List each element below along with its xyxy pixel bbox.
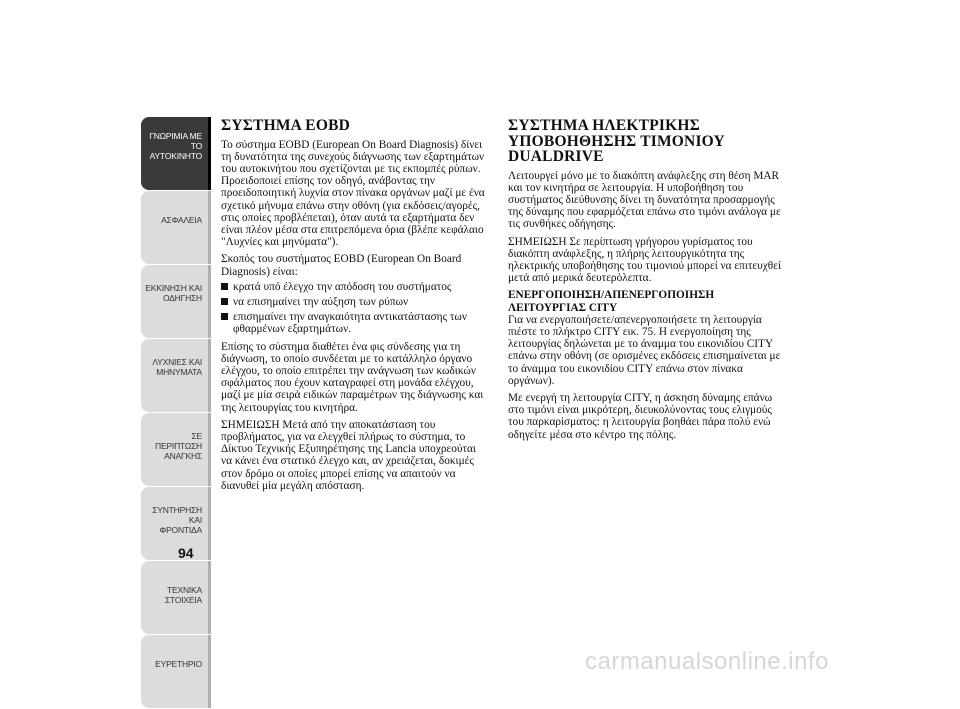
- note-paragraph: ΣΗΜΕΙΩΣΗ Σε περίπτωση γρήγορου γυρίσματος του διακόπτη ανάφλεξης, η πλήρης λειτουργικότητα της ηλεκτρικής υποβοήθησης του τιμονιού μπορεί να επιτευχθεί μετά από μερικά δευτερόλεπτα.: [508, 235, 781, 285]
- tab-warning-lights[interactable]: [141, 339, 211, 412]
- list-item: να επισημαίνει την αύξηση των ρύπων: [221, 296, 489, 308]
- tab-label: ΛΥΧΝΙΕΣ ΚΑΙ ΜΗΝΥΜΑΤΑ: [152, 357, 202, 377]
- tab-label: ΤΕΧΝΙΚΑ ΣΤΟΙΧΕΙΑ: [164, 585, 202, 605]
- tab-starting-driving[interactable]: [141, 265, 211, 338]
- tab-edge: [208, 117, 211, 190]
- tab-edge: [208, 191, 211, 264]
- tab-edge: [208, 487, 211, 560]
- section-title: ΣΥΣΤΗΜΑ EOBD: [221, 117, 351, 134]
- tab-safety[interactable]: [141, 191, 211, 264]
- paragraph: Το σύστημα EOBD (European On Board Diagnosis) δίνει τη δυνατότητα της συνεχούς διάγνωσης των εξαρτημάτων του αυτοκινήτου που σχετίζονται με τις εκπομπές ρύπων. Προειδοποιεί επίσης τον οδηγό, ανάβοντας την προειδοποιητική λυχνία στον πίνακα οργάνων μαζί με ένα σχετικό μήνυμα επάνω στην οθόνη (για εκδόσεις/αγορές, στις οποίες προβλέπεται), όταν αυτά τα εξαρτήματα δεν είναι πλέον μέσα στα επιτρεπόμενα όρια (βλέπε κεφάλαιο "Λυχνίες και μηνύματα").: [221, 138, 485, 249]
- tab-label: ΣΥΝΤΗΡΗΣΗ ΚΑΙ ΦΡΟΝΤΙΔΑ: [152, 505, 202, 535]
- tab-emergency[interactable]: [141, 413, 211, 486]
- eobd-section: [221, 118, 489, 497]
- paragraph: Σκοπός του συστήματος EOBD (European On Board Diagnosis) είναι:: [221, 253, 462, 278]
- tab-edge: [208, 635, 211, 708]
- tab-label: ΓΝΩΡΙΜΙΑ ΜΕ ΤΟ ΑΥΤΟΚΙΝΗΤΟ: [149, 131, 202, 161]
- chapter-tabs: [141, 117, 211, 709]
- tab-edge: [208, 413, 211, 486]
- paragraph: Επίσης το σύστημα διαθέτει ένα φις σύνδεσης για τη διάγνωση, το οποίο συνδέεται με το κατάλληλο όργανο ελέγχου, το οποίο επιτρέπει την ανάγνωση των κωδικών σφάλματος που έχουν καταγραφεί στη μονάδα ελέγχου, μαζί με μία σειρά ειδικών παραμέτρων της διάγνωσης και της λειτουργίας του κινητήρα.: [221, 340, 484, 414]
- list-item: επισημαίνει την αναγκαιότητα αντικατάστασης των φθαρμένων εξαρτημάτων.: [221, 311, 489, 335]
- tab-edge: [208, 265, 211, 338]
- list-item: κρατά υπό έλεγχο την απόδοση του συστήματος: [221, 281, 489, 293]
- tab-edge: [208, 561, 211, 634]
- paragraph: Με ενεργή τη λειτουργία CITY, η άσκηση δύναμης επάνω στο τιμόνι είναι μικρότερη, διευκολύνοντας τους ελιγμούς του παρκαρίσματος: η λειτουργία βοηθάει πάρα πολύ ενώ οδηγείτε μέσα στο κέντρο της πόλης.: [508, 391, 773, 441]
- tab-label: ΣΕ ΠΕΡΙΠΤΩΣΗ ΑΝΑΓΚΗΣ: [155, 431, 202, 461]
- tab-maintenance[interactable]: [141, 487, 211, 560]
- tab-technical-data[interactable]: [141, 561, 211, 634]
- tab-index[interactable]: [141, 635, 211, 708]
- tab-label: ΕΥΡΕΤΗΡΙΟ: [155, 659, 202, 669]
- section-title: ΣΥΣΤΗΜΑ ΗΛΕΚΤΡΙΚΗΣ ΥΠΟΒΟΗΘΗΣΗΣ ΤΙΜΟΝΙΟΥ DUALDRIVE: [508, 117, 725, 165]
- paragraph: Για να ενεργοποιήσετε/απενεργοποιήσετε τη λειτουργία πιέστε το πλήκτρο CITY εικ. 75. Η ενεργοποίηση της λειτουργίας δηλώνεται με το άναμμα του εικονιδίου CITY επάνω στην οθόνη (σε ορισμένες εκδόσεις επισημαίνεται με το άναμμα του εικονιδίου CITY επάνω στον πίνακα οργάνων).: [508, 313, 781, 387]
- watermark: carmanualsonline.info: [585, 648, 829, 675]
- page-number: 94: [178, 545, 194, 561]
- tab-label: ΑΣΦΑΛΕΙΑ: [161, 215, 202, 225]
- tab-label: ΕΚΚΙΝΗΣΗ ΚΑΙ ΟΔΗΓΗΣΗ: [145, 283, 202, 303]
- checkbox-bullet-icon: [221, 313, 228, 320]
- tab-getting-to-know[interactable]: [141, 117, 211, 190]
- tab-edge: [208, 339, 211, 412]
- subsection-title: ΕΝΕΡΓΟΠΟΙΗΣΗ/ΑΠΕΝΕΡΓΟΠΟΙΗΣΗ ΛΕΙΤΟΥΡΓΙΑΣ CITY: [508, 289, 715, 314]
- dualdrive-section: [508, 118, 790, 446]
- checkbox-bullet-icon: [221, 283, 228, 290]
- checkbox-bullet-icon: [221, 298, 228, 305]
- bullet-list: [221, 281, 489, 336]
- note-paragraph: ΣΗΜΕΙΩΣΗ Μετά από την αποκατάσταση του προβλήματος, για να ελεγχθεί πλήρως το σύστημα, το Δίκτυο Τεχνικής Εξυπηρέτησης της Lancia υποχρεούται να κάνει ένα στατικό έλεγχο και, αν χρειάζεται, δοκιμές στον δρόμο οι οποίες μπορεί επίσης να απαιτούν να διανυθεί μία μεγάλη απόσταση.: [221, 418, 476, 492]
- paragraph: Λειτουργεί μόνο με το διακόπτη ανάφλεξης στη θέση MAR και τον κινητήρα σε λειτουργία. Η υποβοήθηση του συστήματος διεύθυνσης δίνει τη δυνατότητα προσαρμογής της δύναμης που εφαρμόζεται επάνω στο τιμόνι ανάλογα με τις συνθήκες οδήγησης.: [508, 169, 781, 231]
